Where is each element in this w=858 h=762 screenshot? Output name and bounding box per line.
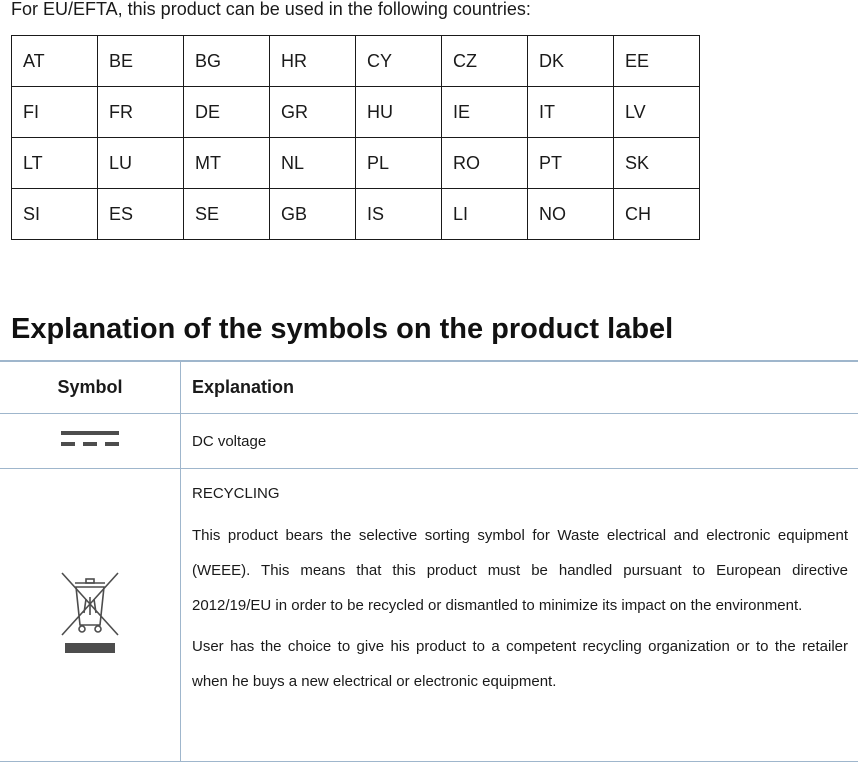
country-cell: SE bbox=[184, 189, 270, 240]
recycling-paragraph: This product bears the selective sorting symbol for Waste electrical and electronic equipment (WEEE). This means that this product must be handled pursuant to European directive 2012/19/EU in order to be recycled or dismantled to minimize its impact on the environment. bbox=[192, 518, 848, 623]
country-cell: AT bbox=[12, 36, 98, 87]
recycling-paragraph: User has the choice to give his product to a competent recycling organization or to the retailer when he buys a new electrical or electronic equipment. bbox=[192, 629, 848, 699]
country-cell: LI bbox=[442, 189, 528, 240]
country-cell: NO bbox=[528, 189, 614, 240]
country-cell: GR bbox=[270, 87, 356, 138]
country-cell: IE bbox=[442, 87, 528, 138]
country-cell: BE bbox=[98, 36, 184, 87]
recycling-title: RECYCLING bbox=[192, 483, 848, 505]
intro-text: For EU/EFTA, this product can be used in the following countries: bbox=[11, 0, 531, 20]
country-cell: IS bbox=[356, 189, 442, 240]
table-row bbox=[0, 414, 858, 469]
table-row bbox=[0, 469, 858, 762]
dc-voltage-explanation: DC voltage bbox=[181, 414, 858, 469]
table-row bbox=[12, 189, 700, 240]
country-cell: HU bbox=[356, 87, 442, 138]
country-cell: DK bbox=[528, 36, 614, 87]
country-cell: SI bbox=[12, 189, 98, 240]
symbols-table-header-row bbox=[0, 361, 858, 414]
symbol-cell bbox=[0, 414, 181, 469]
country-cell: LU bbox=[98, 138, 184, 189]
country-cell: BG bbox=[184, 36, 270, 87]
country-cell: MT bbox=[184, 138, 270, 189]
country-cell: IT bbox=[528, 87, 614, 138]
dc-voltage-icon bbox=[61, 429, 119, 449]
country-cell: DE bbox=[184, 87, 270, 138]
country-cell: LT bbox=[12, 138, 98, 189]
country-cell: PT bbox=[528, 138, 614, 189]
header-symbol: Symbol bbox=[0, 361, 181, 414]
country-cell: PL bbox=[356, 138, 442, 189]
country-cell: LV bbox=[614, 87, 700, 138]
weee-crossed-bin-icon bbox=[60, 571, 120, 655]
country-cell: CY bbox=[356, 36, 442, 87]
symbols-table bbox=[0, 360, 858, 762]
country-cell: SK bbox=[614, 138, 700, 189]
header-explanation: Explanation bbox=[181, 361, 858, 414]
country-cell: EE bbox=[614, 36, 700, 87]
section-heading: Explanation of the symbols on the product label bbox=[11, 311, 673, 347]
country-cell: RO bbox=[442, 138, 528, 189]
table-row bbox=[12, 36, 700, 87]
symbol-cell bbox=[0, 469, 181, 762]
country-cell: FR bbox=[98, 87, 184, 138]
countries-table bbox=[11, 35, 700, 240]
country-cell: CZ bbox=[442, 36, 528, 87]
table-row bbox=[12, 87, 700, 138]
country-cell: FI bbox=[12, 87, 98, 138]
recycling-explanation bbox=[181, 469, 858, 762]
country-cell: GB bbox=[270, 189, 356, 240]
table-row bbox=[12, 138, 700, 189]
country-cell: CH bbox=[614, 189, 700, 240]
country-cell: HR bbox=[270, 36, 356, 87]
country-cell: NL bbox=[270, 138, 356, 189]
country-cell: ES bbox=[98, 189, 184, 240]
